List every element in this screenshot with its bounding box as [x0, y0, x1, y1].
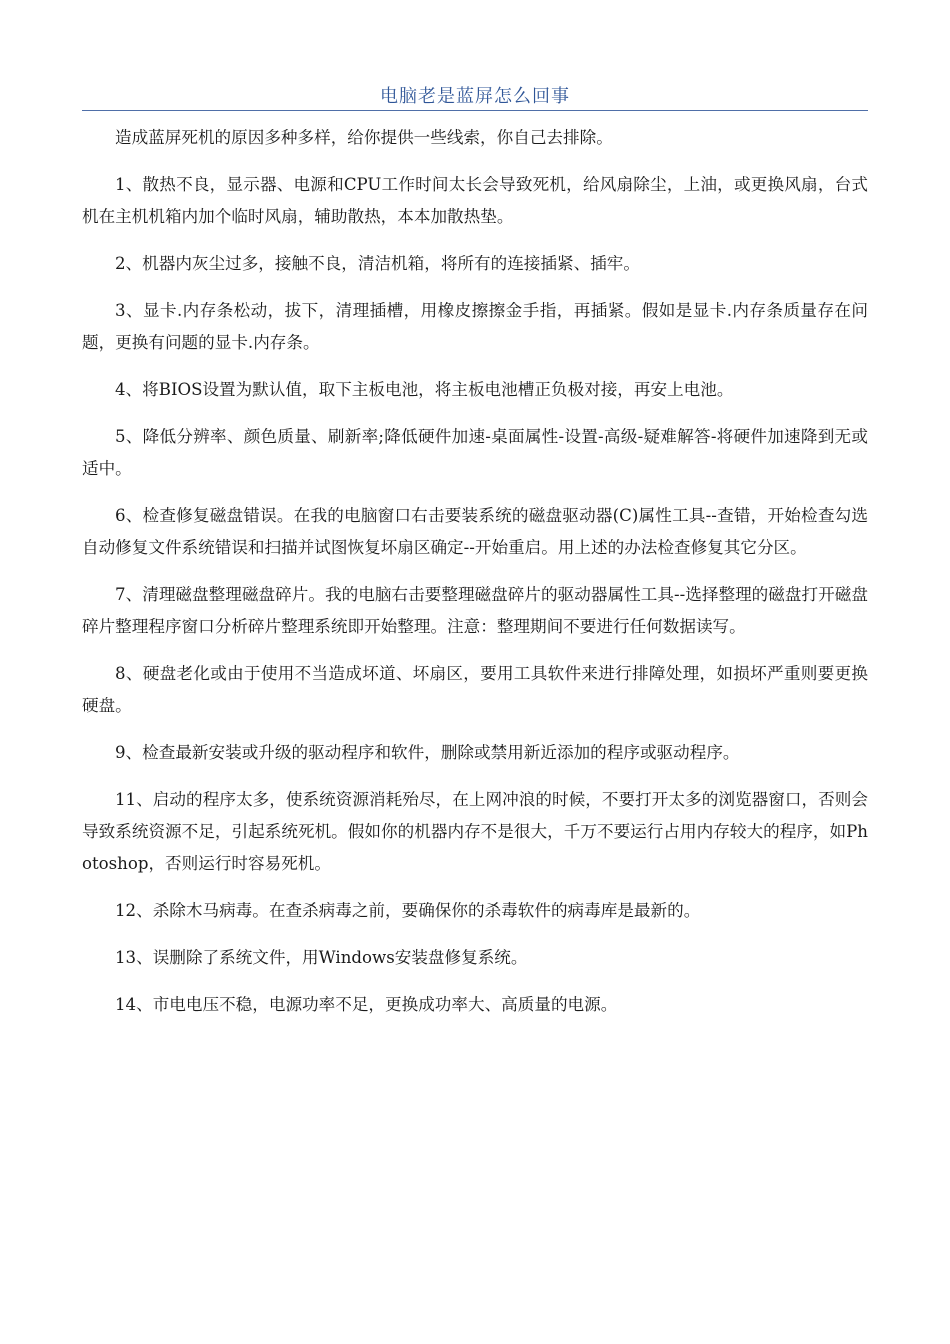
paragraph-item-14: 14、市电电压不稳，电源功率不足，更换成功率大、高质量的电源。	[115, 995, 618, 1014]
paragraph-item-5: 5、降低分辨率、颜色质量、刷新率;降低硬件加速-桌面属性-设置-高级-疑难解答-将硬件加速降到无或适中。	[82, 427, 868, 478]
paragraph-item-1: 1、散热不良，显示器、电源和CPU工作时间太长会导致死机，给风扇除尘，上油，或更换风扇，台式机在主机机箱内加个临时风扇，辅助散热，本本加散热垫。	[82, 175, 868, 226]
paragraph-item-2: 2、机器内灰尘过多，接触不良，清洁机箱，将所有的连接插紧、插牢。	[115, 254, 640, 273]
paragraph-item-4: 4、将BIOS设置为默认值，取下主板电池，将主板电池槽正负极对接，再安上电池。	[115, 380, 734, 399]
paragraph-item-11: 11、启动的程序太多，使系统资源消耗殆尽，在上网冲浪的时候，不要打开太多的浏览器窗口，否则会导致系统资源不足，引起系统死机。假如你的机器内存不是很大，千万不要运行占用内存较大的程序，如Photoshop，否则运行时容易死机。	[82, 790, 868, 873]
paragraph-item-13: 13、误删除了系统文件，用Windows安装盘修复系统。	[115, 948, 528, 967]
paragraph-item-3: 3、显卡.内存条松动，拔下，清理插槽，用橡皮擦擦金手指，再插紧。假如是显卡.内存条质量存在问题，更换有问题的显卡.内存条。	[82, 301, 868, 352]
paragraph-item-6: 6、检查修复磁盘错误。在我的电脑窗口右击要装系统的磁盘驱动器(C)属性工具--查错，开始检查勾选自动修复文件系统错误和扫描并试图恢复坏扇区确定--开始重启。用上述的办法检查修复其它分区。	[82, 506, 868, 557]
paragraph-item-9: 9、检查最新安装或升级的驱动程序和软件，删除或禁用新近添加的程序或驱动程序。	[115, 743, 740, 762]
document-body	[82, 122, 868, 1036]
page-header	[82, 78, 868, 111]
paragraph-item-8: 8、硬盘老化或由于使用不当造成坏道、坏扇区，要用工具软件来进行排障处理，如损坏严重则要更换硬盘。	[82, 664, 868, 715]
page-title: 电脑老是蓝屏怎么回事	[380, 86, 570, 107]
paragraph-item-7: 7、清理磁盘整理磁盘碎片。我的电脑右击要整理磁盘碎片的驱动器属性工具--选择整理的磁盘打开磁盘碎片整理程序窗口分析碎片整理系统即开始整理。注意：整理期间不要进行任何数据读写。	[82, 585, 868, 636]
paragraph-item-12: 12、杀除木马病毒。在查杀病毒之前，要确保你的杀毒软件的病毒库是最新的。	[115, 901, 701, 920]
paragraph-intro: 造成蓝屏死机的原因多种多样，给你提供一些线索，你自己去排除。	[115, 128, 613, 147]
